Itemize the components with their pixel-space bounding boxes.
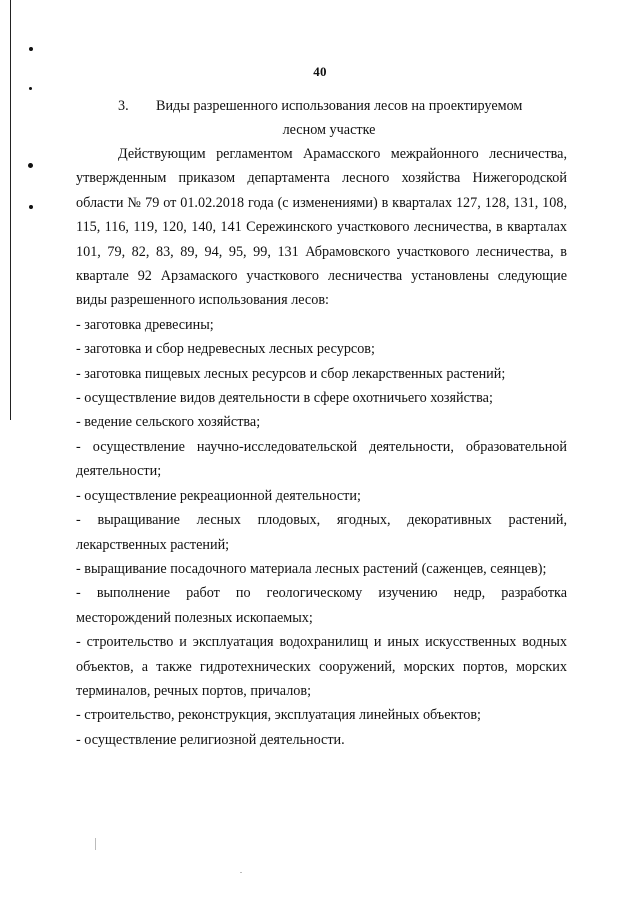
list-item: - осуществление видов деятельности в сфере охотничьего хозяйства;: [76, 390, 493, 407]
list-item: - осуществление научно-исследовательской деятельности, образовательной деятельности;: [76, 438, 567, 480]
section-number: 3.: [118, 98, 129, 114]
list-item: - выращивание лесных плодовых, ягодных, декоративных растений, лекарственных растений;: [76, 512, 567, 553]
list-item: - заготовка пищевых лесных ресурсов и сбор лекарственных растений;: [76, 365, 506, 382]
section-title-line2: лесном участке: [282, 122, 376, 138]
section-title-line1: Виды разрешенного использования лесов на проектируемом: [156, 98, 523, 114]
list-item: - осуществление религиозной деятельности.: [76, 731, 345, 748]
page-number: 40: [313, 64, 327, 79]
binding-hole-mark: [29, 205, 33, 209]
list-item: - выращивание посадочного материала лесных растений (саженцев, сеянцев);: [76, 560, 547, 577]
section-heading: [118, 94, 578, 142]
scan-artifact: [240, 872, 242, 873]
list-item: - выполнение работ по геологическому изучению недр, разработка месторождений полезных ископаемых;: [76, 585, 567, 626]
list-item: - заготовка и сбор недревесных лесных ресурсов;: [76, 341, 375, 358]
list-item: - заготовка древесины;: [76, 316, 214, 333]
binding-hole-mark: [29, 87, 32, 90]
binding-hole-mark: [29, 47, 33, 51]
binding-hole-mark: [28, 163, 33, 168]
list-item: - осуществление рекреационной деятельности;: [76, 487, 361, 504]
list-item: - строительство и эксплуатация водохранилищ и иных искусственных водных объектов, а также гидротехнических сооружений, морских портов, морских терминалов, речных портов, причалов;: [76, 634, 567, 699]
binding-margin-line: [10, 0, 11, 420]
body-text: [76, 142, 567, 752]
list-item: - ведение сельского хозяйства;: [76, 414, 261, 431]
intro-paragraph: Действующим регламентом Арамасского межрайонного лесничества, утвержденным приказом департамента лесного хозяйства Нижегородской области № 79 от 01.02.2018 года (с изменениями) в кварталах 127, 128, 131, 108, 115, 116, 119, 120, 140, 141 Сережинского участкового лесничества, в кварталах 101, 79, 82, 83, 89, 94, 95, 99, 131 Абрамовского участкового лесничества, в квартале 92 Арзамаского участкового лесничества установлены следующие виды разрешенного использования лесов:: [76, 146, 567, 309]
list-item: - строительство, реконструкция, эксплуатация линейных объектов;: [76, 707, 481, 724]
scan-artifact: [95, 838, 96, 850]
